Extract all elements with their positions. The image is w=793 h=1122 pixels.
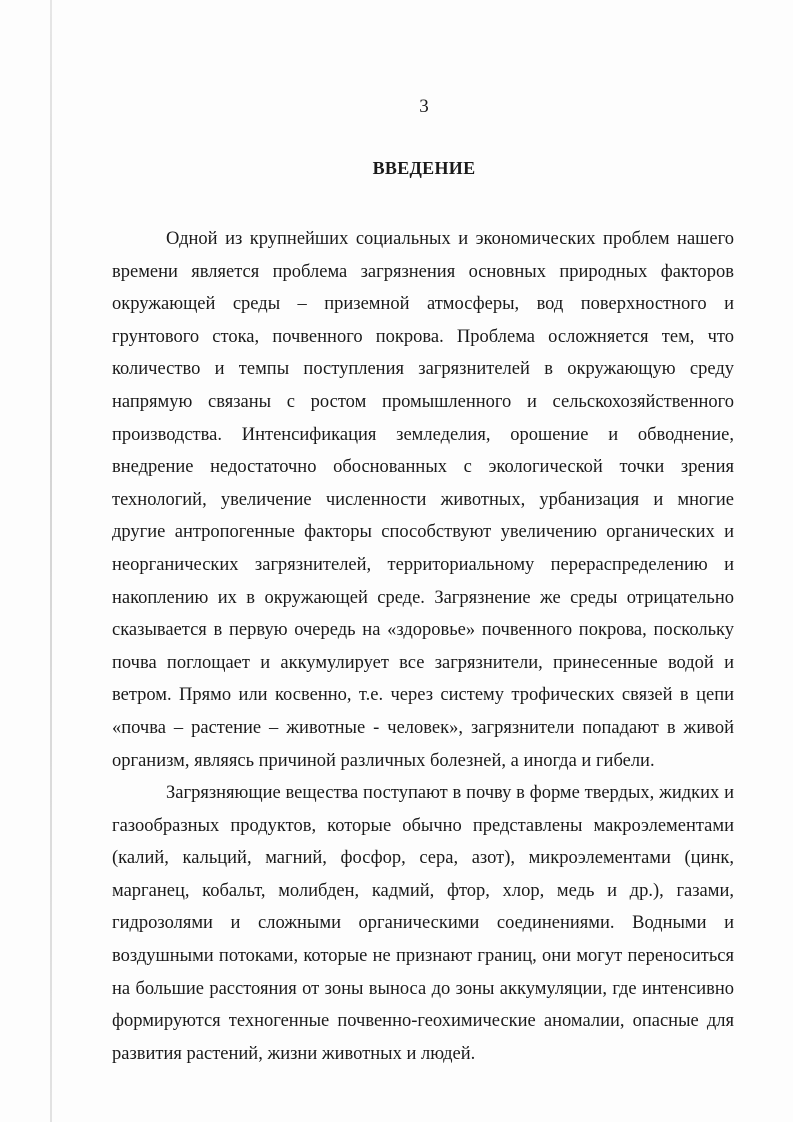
body-text — [112, 223, 734, 1070]
page-number: 3 — [419, 96, 429, 117]
paragraph: Загрязняющие вещества поступают в почву в форме твердых, жидких и газообразных продуктов, которые обычно представлены макроэлементами (калий, кальций, магний, фосфор, сера, азот), микроэлементами (цинк, марганец, кобальт, молибден, кадмий, фтор, хлор, медь и др.), газами, гидрозолями и сложными органическими соединениями. Водными и воздушными потоками, которые не признают границ, они могут переноситься на большие расстояния от зоны выноса до зоны аккумуляции, где интенсивно формируются техногенные почвенно-геохимические аномалии, опасные для развития растений, жизни животных и людей. — [112, 783, 734, 1064]
section-heading: ВВЕДЕНИЕ — [372, 158, 476, 178]
paragraph: Одной из крупнейших социальных и экономических проблем нашего времени является проблема загрязнения основных природных факторов окружающей среды – приземной атмосферы, вод поверхностного и грунтового стока, почвенного покрова. Проблема осложняется тем, что количество и темпы поступления загрязнителей в окружающую среду напрямую связаны с ростом промышленного и сельскохозяйственного производства. Интенсификация земледелия, орошение и обводнение, внедрение недостаточно обоснованных с экологической точки зрения технологий, увеличение численности животных, урбанизация и многие другие антропогенные факторы способствуют увеличению органических и неорганических загрязнителей, территориальному перераспределению и накоплению их в окружающей среде. Загрязнение же среды отрицательно сказывается в первую очередь на «здоровье» почвенного покрова, поскольку почва поглощает и аккумулирует все загрязнители, принесенные водой и ветром. Прямо или косвенно, т.е. через систему трофических связей в цепи «почва – растение – животные - человек», загрязнители попадают в живой организм, являясь причиной различных болезней, а иногда и гибели. — [112, 229, 734, 771]
